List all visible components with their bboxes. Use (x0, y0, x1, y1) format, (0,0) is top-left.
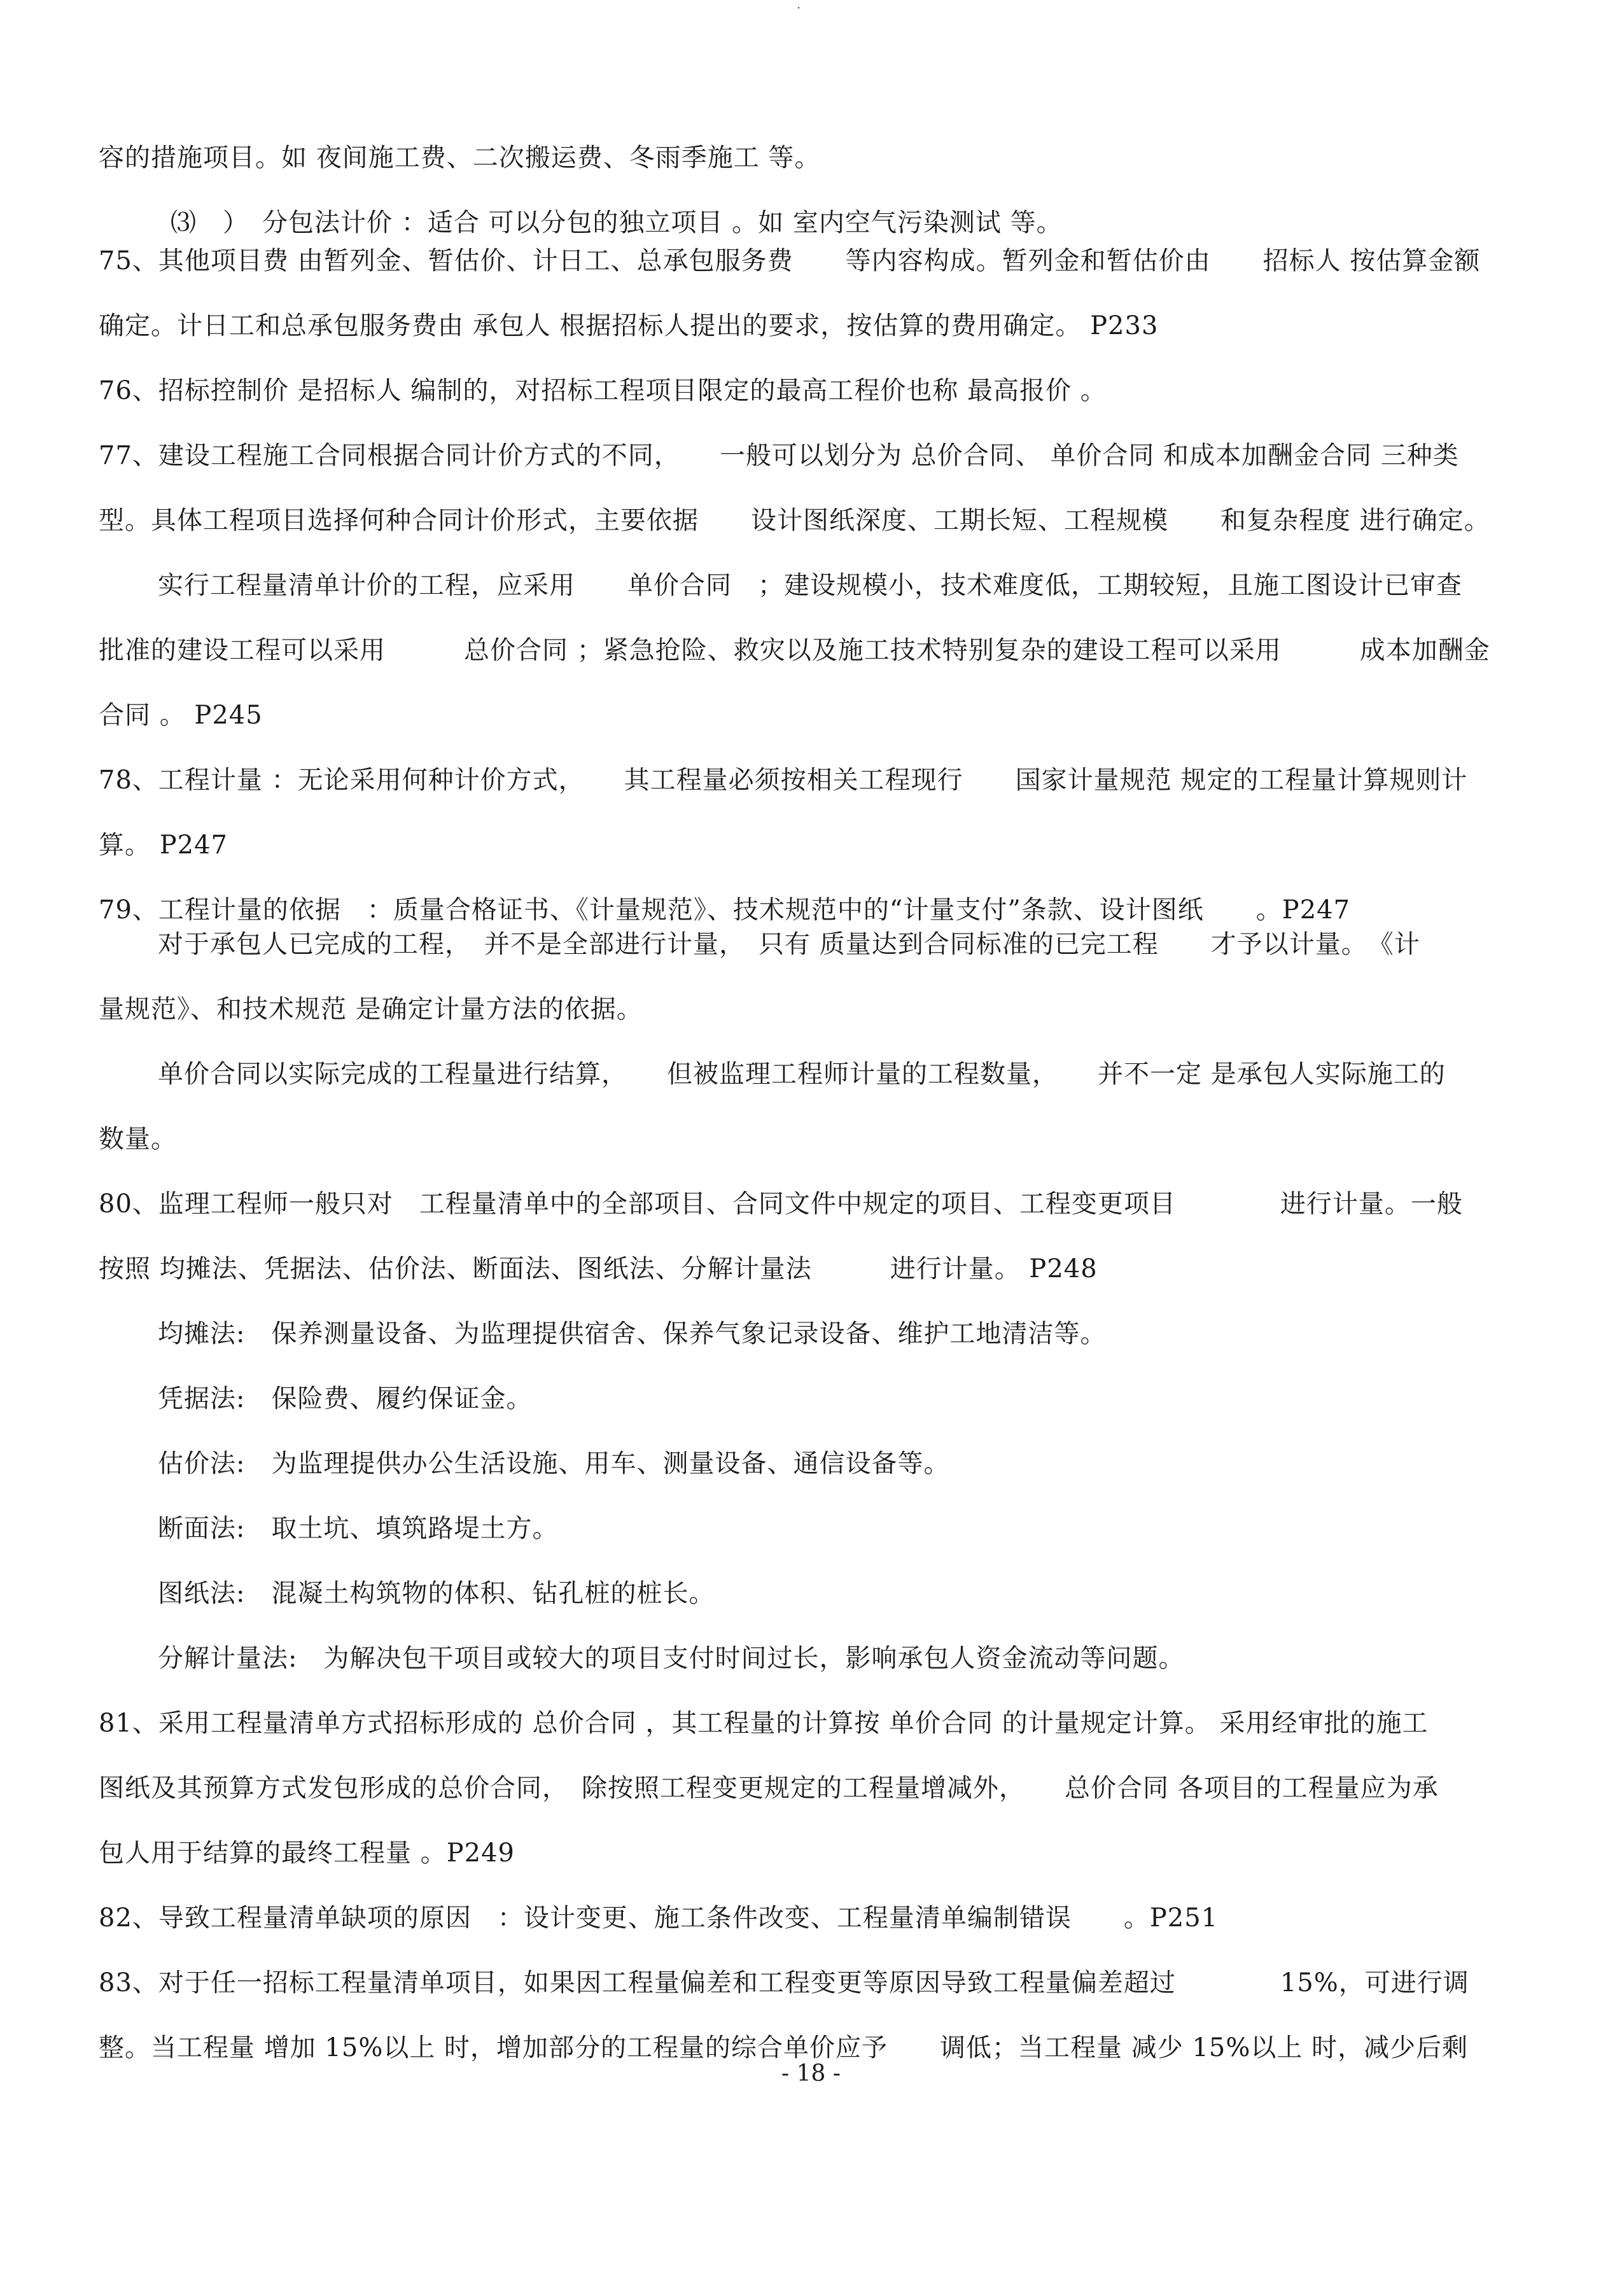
text-line: 82、导致工程量清单缺项的原因 ：设计变更、施工条件改变、工程量清单编制错误 。P251 (99, 1903, 1219, 1933)
text-line: 77、建设工程施工合同根据合同计价方式的不同， 一般可以划分为 总价合同、 单价合同 和成本加酬金合同 三种类 (99, 441, 1459, 470)
text-line: 单价合同以实际完成的工程量进行结算， 但被监理工程师计量的工程数量， 并不一定 是承包人实际施工的 (158, 1060, 1446, 1089)
text-line: 83、对于任一招标工程量清单项目，如果因工程量偏差和工程变更等原因导致工程量偏差超过 15%，可进行调 (99, 1968, 1469, 1998)
text-line: 图纸及其预算方式发包形成的总价合同， 除按照工程变更规定的工程量增减外， 总价合同 各项目的工程量应为承 (99, 1774, 1439, 1803)
text-line: 型。具体工程项目选择何种合同计价形式，主要依据 设计图纸深度、工期长短、工程规模 和复杂程度 进行确定。 (99, 506, 1490, 535)
text-line: 容的措施项目。如 夜间施工费、二次搬运费、冬雨季施工 等。 (99, 143, 821, 172)
text-line: 整。当工程量 增加 15%以上 时，增加部分的工程量的综合单价应予 调低；当工程量 减少 15%以上 时，减少后剩 (99, 2033, 1469, 2062)
text-line: 75、其他项目费 由暂列金、暂估价、计日工、总承包服务费 等内容构成。暂列金和暂估价由 招标人 按估算金额 (99, 246, 1481, 276)
text-line: 估价法: 为监理提供办公生活设施、用车、测量设备、通信设备等。 (158, 1449, 950, 1478)
text-line: ⑶ ） 分包法计价 ：适合 可以分包的独立项目 。如 室内空气污染测试 等。 (171, 208, 1063, 237)
text-line: 均摊法: 保养测量设备、为监理提供宿舍、保养气象记录设备、维护工地清洁等。 (158, 1319, 1107, 1348)
page-number: - 18 - (781, 2061, 841, 2087)
text-line: 对于承包人已完成的工程， 并不是全部进行计量， 只有 质量达到合同标准的已完工程 才予以计量。 《计 (158, 930, 1420, 959)
text-line: 量规范》、和技术规范 是确定计量方法的依据。 (99, 995, 643, 1024)
text-line: 凭据法: 保险费、履约保证金。 (158, 1384, 533, 1413)
text-line: 分解计量法: 为解决包干项目或较大的项目支付时间过长，影响承包人资金流动等问题。 (158, 1644, 1185, 1673)
text-line: 实行工程量清单计价的工程，应采用 单价合同 ；建设规模小，技术难度低，工期较短，且施工图设计已审查 (158, 571, 1462, 600)
text-line: 断面法: 取土坑、填筑路堤土方。 (158, 1514, 559, 1543)
text-line: 确定。计日工和总承包服务费由 承包人 根据招标人提出的要求，按估算的费用确定。 P233 (99, 311, 1159, 340)
text-line: 按照 均摊法、凭据法、估价法、断面法、图纸法、分解计量法 进行计量。 P248 (99, 1254, 1098, 1284)
text-line: 78、工程计量 ：无论采用何种计价方式， 其工程量必须按相关工程现行 国家计量规范 规定的工程量计算规则计 (99, 766, 1468, 795)
text-line: 算。 P247 (99, 830, 228, 860)
top-mark: · (797, 0, 801, 15)
text-line: 76、招标控制价 是招标人 编制的，对招标工程项目限定的最高工程价也称 最高报价 。 (99, 376, 1107, 405)
text-line: 合同 。 P245 (99, 701, 263, 730)
text-line: 80、监理工程师一般只对 工程量清单中的全部项目、合同文件中规定的项目、工程变更项目 进行计量。一般 (99, 1189, 1463, 1219)
text-line: 79、工程计量的依据 ：质量合格证书、《计量规范》、技术规范中的“计量支付”条款、设计图纸 。P247 (99, 895, 1351, 925)
text-line: 81、采用工程量清单方式招标形成的 总价合同 ，其工程量的计算按 单价合同 的计量规定计算。 采用经审批的施工 (99, 1709, 1429, 1738)
text-line: 数量。 (99, 1124, 177, 1154)
text-line: 批准的建设工程可以采用 总价合同 ；紧急抢险、救灾以及施工技术特别复杂的建设工程可以采用 成本加酬金 (99, 636, 1490, 665)
text-line: 包人用于结算的最终工程量 。P249 (99, 1838, 515, 1868)
text-line: 图纸法: 混凝土构筑物的体积、钻孔桩的桩长。 (158, 1579, 715, 1608)
